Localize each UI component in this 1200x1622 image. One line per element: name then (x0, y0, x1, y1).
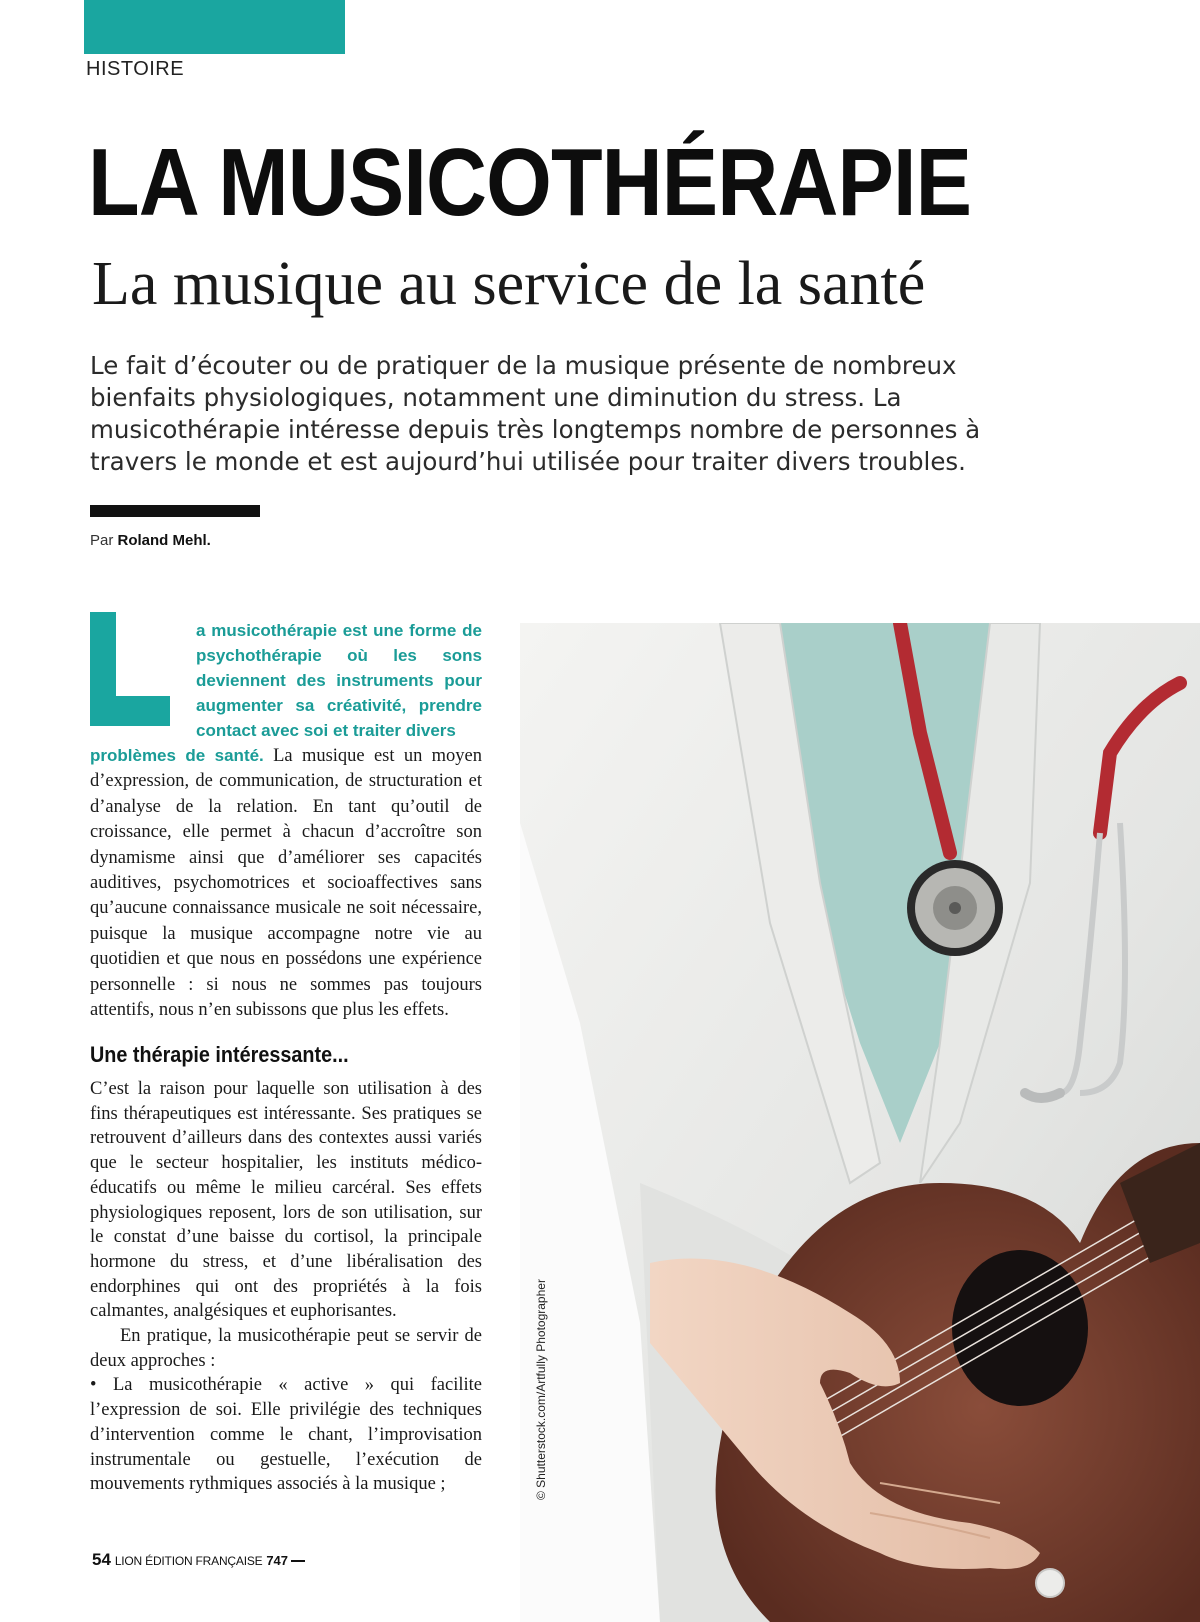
photo-credit: © Shutterstock.com/Artfully Photographer (534, 1279, 548, 1500)
byline (90, 532, 211, 549)
body-paragraph-1 (90, 743, 482, 1023)
body-paragraph-2: C’est la raison pour laquelle son utilisation à des fins thérapeutiques est intéressante. Ses pratiques se retrouvent d’ailleurs dans des contextes aussi variés que le secteur hospitalier, les instituts médico-éducatifs ou même le milieu carcéral. Ses effets physiologiques reposent, lors de son utilisation, sur le constat d’une baisse du cortisol, la principale hormone du stress, et d’une libéralisation des endorphines qui ont des propriétés à la fois calmantes, analgésiques et euphorisantes. (90, 1079, 482, 1322)
section-label: HISTOIRE (86, 58, 185, 80)
body-paragraph-3: En pratique, la musicothérapie peut se servir de deux approches : (90, 1326, 482, 1371)
byline-author: Roland Mehl. (117, 532, 211, 549)
byline-rule (90, 505, 260, 517)
dropcap-letter-l (88, 612, 172, 726)
body-paragraph-1-text: La musique est un moyen d’expression, de communication, de structuration et d’analyse de la relation. En tant qu’outil de croissance, elle permet à chacun d’accroître son dynamisme ainsi que d’améliorer ses capacités auditives, psychomotrices et socioaffectives sans qu’aucune connaissance musicale ne soit nécessaire, puisque la musique accompagne notre vie au quotidien et que nous en possédons une expérience personnelle : si nous ne sommes pas toujours attentifs, nous n’en subissons que plus les effets. (90, 746, 483, 1021)
section-color-bar (84, 0, 345, 54)
byline-prefix: Par (90, 532, 114, 549)
page-footer (92, 1550, 305, 1570)
lead-paragraph-end: problèmes de santé. (90, 746, 264, 765)
page-title: LA MUSICOTHÉRAPIE (88, 129, 972, 236)
page-number: 54 (92, 1550, 111, 1569)
footer-dash (291, 1560, 305, 1562)
body-bullet-1: • La musicothérapie « active » qui facilite l’expression de soi. Elle privilégie des techniques d’intervention comme le chant, l’improvisation instrumentale ou gestuelle, l’exécution de mouvements rythmiques associés à la musique ; (90, 1375, 482, 1495)
intro-paragraph: Le fait d’écouter ou de pratiquer de la musique présente de nombreux bienfaits physiologiques, notamment une diminution du stress. La musicothérapie intéresse depuis très longtemps nombre de personnes à travers le monde et est aujourd’hui utilisée pour traiter divers troubles. (90, 351, 981, 476)
magazine-name: LION ÉDITION FRANÇAISE (114, 1554, 263, 1568)
lead-paragraph: a musicothérapie est une forme de psychothérapie où les sons deviennent des instruments pour augmenter sa créativité, prendre contact avec soi et traiter divers (196, 621, 482, 740)
doctor-ukulele-photo (520, 623, 1200, 1622)
subheading: Une thérapie intéressante... (90, 1042, 349, 1067)
page-subtitle: La musique au service de la santé (92, 250, 926, 318)
body-section-2 (90, 1077, 482, 1497)
issue-number: 747 (266, 1553, 289, 1568)
